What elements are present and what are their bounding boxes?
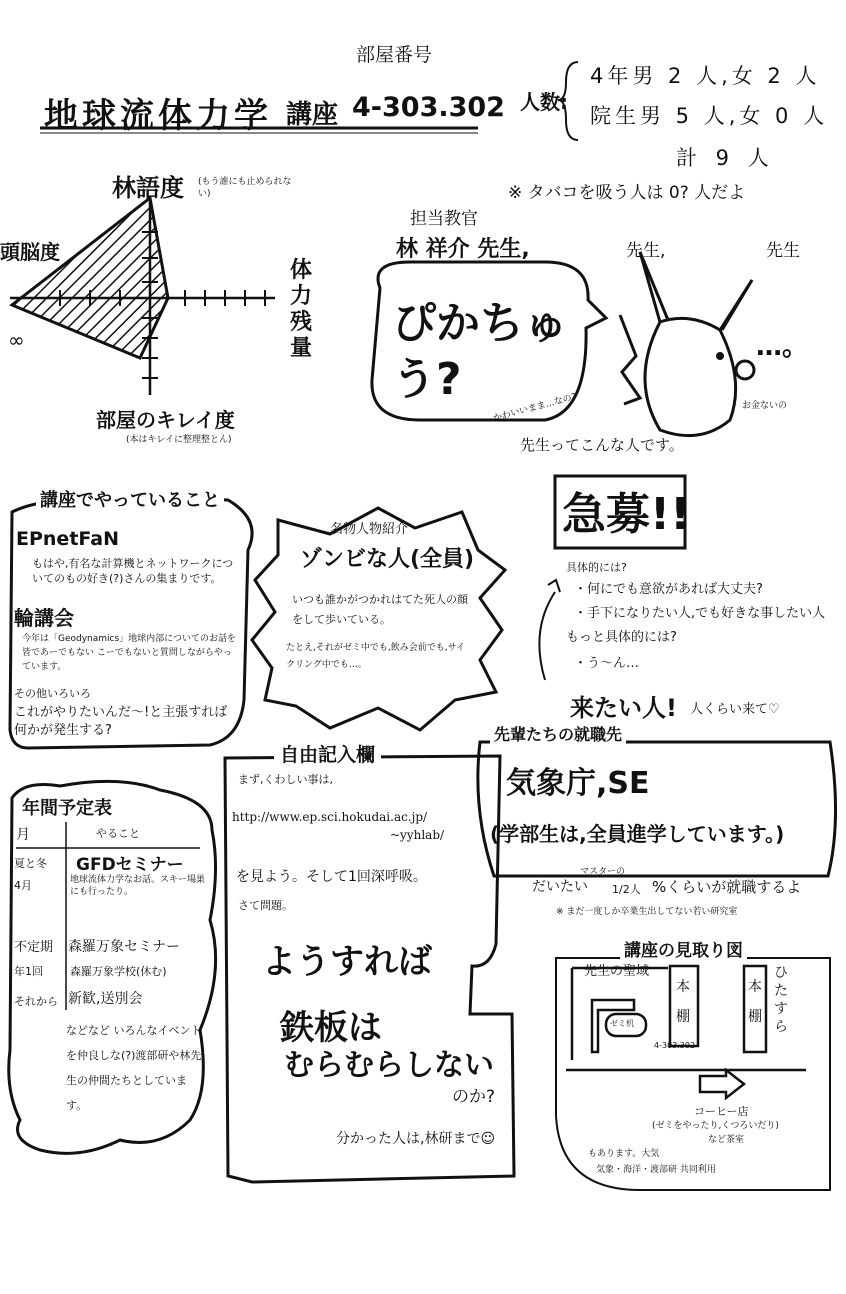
recruit-q2: もっと具体的には? (566, 630, 677, 645)
career-note: (学部生は,全員進学しています。) (490, 822, 785, 846)
rinko-desc: 今年は「Geodynamics」地球内部についてのお話を皆であーでもない こーでもないと質問しながらやっています。 (22, 634, 237, 672)
recruit-want-2: 人くらい来て♡ (690, 702, 780, 717)
map-title: 講座の見取り図 (620, 936, 747, 961)
radar-bottom-note: (本はキレイに整理整とん) (126, 435, 232, 445)
pikachu-dots: …。 (756, 332, 809, 362)
teacher-sensei-2: 先生, (626, 241, 666, 261)
map-bottom-2: 気象・海洋・渡部研 共同利用 (596, 1165, 716, 1175)
famous-title: 名物人物紹介 (330, 522, 409, 537)
recruit-q1: 具体的には? (566, 561, 627, 574)
career-daitai: だいたい (532, 879, 588, 895)
lab-name: 地球流体力学 (44, 96, 272, 136)
career-title: 先輩たちの就職先 (490, 722, 626, 745)
teacher-name: 林 祥介 先生, (396, 237, 530, 262)
free-big-2: 鉄板は (280, 1008, 382, 1048)
free-answer: 分かった人は,林研まで☺ (336, 1131, 496, 1147)
schedule-col-month: 月 (16, 827, 30, 843)
schedule-row-2-desc: 森羅万象学校(休む) (70, 965, 167, 978)
schedule-row-2-what: 森羅万象セミナー (68, 939, 180, 955)
speech-whisper: かわいいまま…なの? (492, 392, 578, 424)
free-big-4: のか? (452, 1087, 496, 1107)
career-frac: 1/2人 (612, 883, 641, 896)
schedule-row-1-month2: 4月 (14, 879, 32, 892)
map-room: 4-303.302 (654, 1041, 696, 1050)
schedule-row-3-desc: などなど いろんなイベントを仲良しな(?)渡部研や林先生の仲間たちとしています。 (66, 1024, 202, 1112)
room-number: 4-303.302 (352, 92, 505, 123)
career-master: マスターの (580, 867, 626, 877)
map-shelf-1: 本棚 (676, 979, 690, 1025)
free-url-1: http://www.ep.sci.hokudai.ac.jp/ (232, 810, 428, 824)
career-job: 気象庁,SE (506, 766, 650, 801)
free-line-1: まず,くわしい事は, (238, 773, 333, 786)
epnetfan-title: EPnetFaN (16, 528, 119, 550)
schedule-title: 年間予定表 (22, 798, 112, 819)
free-big-3: むらむらしない (284, 1048, 494, 1083)
people-total: 計 9 人 (676, 146, 775, 170)
free-line-2: を見よう。そして1回深呼吸。 (236, 869, 427, 885)
pikachu-note: お金ないの (742, 401, 788, 411)
recruit-want: 来たい人! (570, 694, 677, 722)
people-row-undergrad: 4年男 2 人,女 2 人 (590, 64, 821, 88)
recruit-a2: ・手下になりたい人,でも好きな事したい人 (574, 606, 826, 621)
free-url-2: ~yyhlab/ (390, 828, 445, 842)
recruit-a1: ・何にでも意欲があれば大丈夫? (574, 582, 763, 597)
radar-right-label: 体力残量 (290, 258, 313, 361)
career-rest: %くらいが就職するよ (652, 878, 802, 896)
radar-left-label: 頭脳度 (0, 240, 60, 264)
schedule-row-2-month: 不定期 (14, 940, 54, 955)
people-row-grad: 院生男 5 人,女 0 人 (590, 104, 829, 128)
activities-others-2: これがやりたいんだ〜!と主張すれば 何かが発生する? (14, 705, 228, 738)
teacher-caption: 先生ってこんな人です。 (520, 436, 684, 454)
free-title: 自由記入欄 (274, 740, 381, 767)
recruit-a3: ・う〜ん… (574, 656, 640, 671)
room-label: 部屋番号 (356, 44, 433, 66)
career-footnote: ※ まだ一度しか卒業生出してない若い研究室 (556, 907, 738, 917)
radar-infinity: ∞ (8, 328, 25, 352)
map-coffee-note: (ゼミをやったり,くつろいだり) (652, 1121, 779, 1131)
map-hitasura: ひたすら (774, 965, 788, 1035)
smoking-note: ※ タバコを吸う人は 0? 人だよ (508, 183, 746, 203)
radar-bottom-label: 部屋のキレイ度 (96, 408, 235, 432)
radar-shape (12, 198, 168, 358)
people-label: 人数: (520, 90, 568, 114)
radar-chart (10, 198, 275, 395)
recruit-title: 急募!! (562, 489, 691, 540)
schedule-row-1-what: GFDセミナー (76, 855, 184, 875)
schedule-row-1-month: 夏と冬 (14, 857, 47, 870)
radar-top-label: 林語度 (112, 174, 184, 202)
lab-word: 講座 (286, 100, 339, 130)
map-seminar: ゼミ机 (610, 1019, 634, 1028)
map-shelf-2: 本棚 (748, 979, 762, 1025)
teacher-title: 担当教官 (410, 209, 478, 229)
famous-subject: ゾンビな人(全員) (300, 547, 475, 572)
free-big-1: ようすれば (262, 942, 432, 982)
teacher-sensei-3: 先生 (766, 241, 800, 261)
schedule-row-3-what: 新歓,送別会 (68, 991, 143, 1007)
famous-desc-2: たとえ,それがゼミ中でも,飲み会前でも,サイクリング中でも…。 (286, 643, 465, 670)
map-coffee: コーヒー店 (694, 1105, 749, 1118)
free-line-3: さて問題。 (238, 899, 293, 912)
map-coffee-note-2: など茶室 (708, 1135, 745, 1145)
schedule-row-3-month: それから (14, 995, 58, 1008)
pikachu-drawing (620, 252, 754, 436)
schedule-col-what: やること (96, 827, 140, 840)
map-sensei-area: 先生の聖域 (584, 964, 650, 979)
epnetfan-desc: もはや,有名な計算機とネットワークについてのもの好き(?)さんの集まりです。 (32, 557, 234, 585)
speech-text: ぴかちゅう? (392, 298, 568, 405)
schedule-row-2-month2: 年1回 (14, 965, 43, 978)
activities-title: 講座でやっていること (36, 486, 224, 512)
activities-others: その他いろいろ (14, 687, 91, 700)
schedule-row-1-desc: 地球流体力学なお話。スキー場巣にも行ったり。 (70, 875, 206, 897)
rinko-title: 輪講会 (14, 606, 74, 630)
famous-desc-1: いつも誰かがつかれはてた死人の顔をして歩いている。 (292, 593, 468, 626)
map-bottom-1: もあります。大気 (588, 1149, 660, 1159)
radar-top-note: (もう誰にも止められない) (198, 177, 292, 199)
